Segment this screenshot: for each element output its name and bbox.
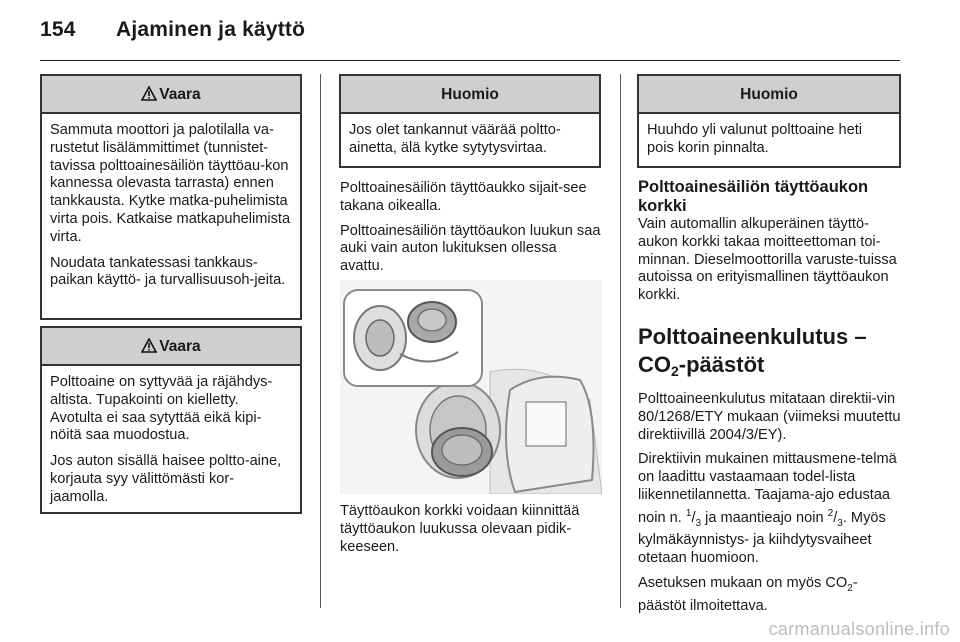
chapter-title: Ajaminen ja käyttö xyxy=(116,18,306,41)
warning-box-1-title: Vaara xyxy=(159,86,201,103)
fuel-cap-holder-text: Täyttöaukon korkki voidaan kiinnittää täyttöaukon luukussa olevaan pidik-keeseen. xyxy=(340,503,580,555)
watermark: carmanualsonline.info xyxy=(768,619,950,639)
fuel-cap-illustration xyxy=(340,280,602,494)
note-box-1-header: Huomio xyxy=(341,76,599,114)
measurement-directive-text: Polttoaineenkulutus mitataan direktii-vin 80/1268/ETY mukaan (viimeksi muutettu direktiivillä 2004/3/EY). xyxy=(638,390,901,443)
column-divider-1 xyxy=(320,74,321,608)
warning-box-2-text-2: Jos auton sisällä haisee poltto-aine, korjauta syy välittömästi kor-jaamolla. xyxy=(50,453,282,505)
column-2-text xyxy=(340,180,604,283)
fuel-flap-lock-text: Polttoainesäiliön täyttöaukon luukun saa auki vain auton lukituksen ollessa avattu. xyxy=(340,222,601,275)
warning-box-2-header xyxy=(42,328,300,366)
column-divider-2 xyxy=(620,74,621,608)
page-header xyxy=(40,18,305,42)
measurement-method-text: Direktiivin mukainen mittausmene-telmä on laadittu vastaamaan todel-lista liikennetilannetta. Taajama-ajo edustaa noin n. $^1/_3$ ja maantieajo noin $^2/_3$. Myös kylmäkäynnistys- ja kiihdytysvaiheet otetaan huomioon. xyxy=(638,451,897,567)
note-box-2-header: Huomio xyxy=(639,76,899,114)
note-box-1-text: Jos olet tankannut väärää poltto-ainetta, älä kytke sytytysvirtaa. xyxy=(349,122,561,156)
warning-box-2-title: Vaara xyxy=(159,338,201,355)
fuel-consumption-heading xyxy=(638,323,902,385)
warning-box-1-text-1: Sammuta moottori ja palotilalla va-rustetut lisälämmittimet (tunnistet-tavissa polttoainesäiliön täyttöau-kon kannessa olevasta tarrasta) ennen tankkausta. Kytke matka-puhelimista virta pois. Katkaise matkapuhelimista virta. xyxy=(50,122,291,245)
note-box-2-text: Huuhdo yli valunut polttoaine heti pois korin pinnalta. xyxy=(647,122,863,156)
co2-emissions-text: Asetuksen mukaan on myös $CO_2$-päästöt ilmoitettava. xyxy=(638,574,858,614)
emissions-label: -päästöt xyxy=(678,351,765,377)
warning-box-2-text-1: Polttoaine on syttyvää ja räjähdys-altista. Tupakointi on kielletty. Avotulta ei saa sytyttää eikä kipi-nöitä saa muodostua. xyxy=(50,374,273,444)
warning-box-1-text-2: Noudata tankatessasi tankkaus-paikan käyttö- ja turvallisuusoh-jeita. xyxy=(50,254,286,289)
co2-label: CO xyxy=(638,351,671,377)
warning-box-1-header xyxy=(42,76,300,114)
fuel-flap-location-text: Polttoainesäiliön täyttöaukko sijait-see takana oikealla. xyxy=(340,180,587,214)
figure-caption xyxy=(340,503,604,563)
note-box-2 xyxy=(637,74,901,168)
fuel-consumption-heading-line-1: Polttoaineenkulutus – xyxy=(638,323,867,349)
note-box-1 xyxy=(339,74,601,168)
co2-subscript: 2 xyxy=(671,362,679,379)
fuel-cap-heading: Polttoainesäiliön täyttöaukon korkki xyxy=(638,178,869,215)
column-3-text xyxy=(638,178,902,622)
warning-triangle-icon xyxy=(141,338,157,353)
warning-box-1 xyxy=(40,74,302,320)
header-rule xyxy=(40,60,900,61)
fuel-cap-text: Vain automallin alkuperäinen täyttö-aukon korkki takaa moitteettoman toi-minnan. Dieselmoottorilla varuste-tuissa autoissa on erityismallinen täyttöaukon korkki. xyxy=(638,216,897,304)
page-number: 154 xyxy=(40,18,76,41)
warning-box-2 xyxy=(40,326,302,514)
warning-triangle-icon xyxy=(141,86,157,101)
